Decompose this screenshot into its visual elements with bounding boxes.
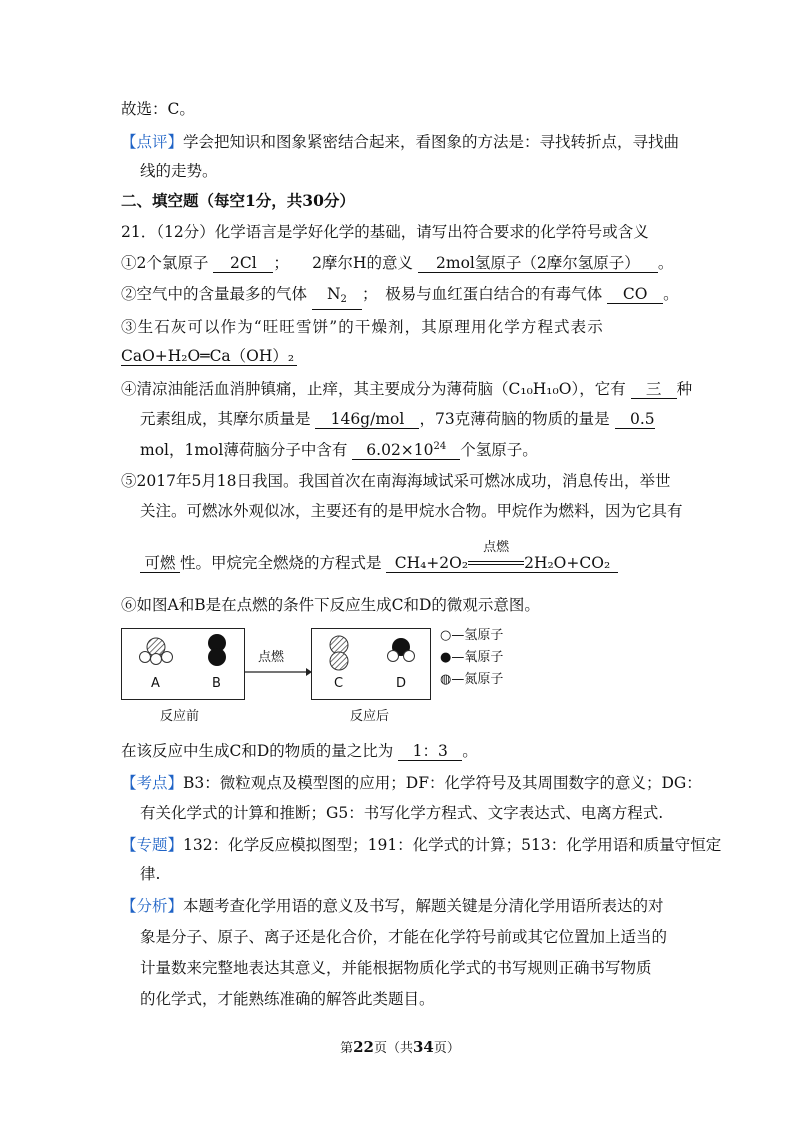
fenxi-tag: 【分析】	[121, 897, 184, 915]
legend-nitrogen: ◍—氮原子	[440, 672, 504, 687]
fenxi-line: 【分析】本题考查化学用语的意义及书写，解题关键是分清化学用语所表达的对	[121, 897, 664, 915]
before-caption: 反应前	[160, 709, 200, 724]
molecule-d	[388, 638, 415, 662]
section-title: 二、填空题（每空1分，共30分）	[121, 191, 355, 210]
fenxi-line-2: 象是分子、原子、离子还是化合价，才能在化学符号前或其它位置加上适当的	[140, 928, 668, 946]
answer-blank: CO	[607, 285, 663, 304]
answer-blank: 146g/mol	[315, 410, 419, 429]
q21-part2: ②空气中的含量最多的气体 $N_2$ ； 极易与血红蛋白结合的有毒气体 CO 。	[121, 283, 679, 310]
review-line-2: 线的走势。	[140, 162, 218, 180]
kaodian-line-2: 有关化学式的计算和推断；G5：书写化学方程式、文字表达式、电离方程式.	[140, 804, 664, 822]
answer-blank: $N_2$	[312, 285, 362, 310]
answer-blank: 可燃	[140, 554, 180, 573]
kaodian-line: 【考点】B3：微粒观点及模型图的应用；DF：化学符号及其周围数字的意义；DG：	[121, 774, 702, 792]
review-line: 【点评】学会把知识和图象紧密结合起来，看图象的方法是：寻找转折点，寻找曲	[121, 133, 680, 151]
answer-line: 故选：C。	[121, 100, 195, 118]
molecule-a	[140, 638, 173, 665]
fenxi-line-3: 计量数来完整地表达其意义，并能根据物质化学式的书写规则正确书写物质	[140, 959, 652, 977]
q21-part1: ①2个氯原子 2Cl ； 2摩尔H的意义 2mol氢原子（2摩尔氢原子） 。	[121, 254, 674, 272]
q21-part6: ⑥如图A和B是在点燃的条件下反应生成C和D的微观示意图。	[121, 596, 540, 614]
answer-blank: 1：3	[398, 742, 462, 761]
page-number: 22	[353, 1038, 374, 1056]
after-reaction-box	[311, 628, 431, 700]
zhuanti-line-2: 律.	[140, 865, 161, 883]
q21-intro: 21．（12分）化学语言是学好化学的基础，请写出符合要求的化学符号或含义	[121, 223, 649, 241]
label-d: D	[396, 676, 407, 691]
answer-blank: 0.5	[615, 410, 655, 429]
label-a: A	[151, 676, 160, 691]
q21-part4-line3: mol，1mol薄荷脑分子中含有 $6.02\times 10^{24}$ 个氢原子。	[140, 438, 538, 461]
label-c: C	[334, 676, 344, 691]
molecule-c	[330, 636, 348, 670]
label-b: B	[212, 676, 221, 691]
before-molecules	[122, 629, 244, 699]
answer-blank: 2Cl	[213, 254, 273, 273]
legend-hydrogen: ○—氢原子	[440, 628, 504, 643]
reaction-condition: 点燃	[468, 563, 524, 565]
legend-oxygen: ●—氧原子	[440, 650, 504, 665]
zhuanti-tag: 【专题】	[121, 836, 184, 854]
answer-blank: 2mol氢原子（2摩尔氢原子）	[418, 254, 658, 273]
answer-blank: 三	[631, 380, 677, 399]
equation-answer: CH₄+2O₂ 点燃 2H₂O+CO₂	[386, 554, 618, 573]
before-reaction-box	[121, 628, 245, 700]
q21-part6-question: 在该反应中生成C和D的物质的量之比为 1：3 。	[121, 742, 478, 760]
q21-part5-line2: 关注。可燃冰外观似冰，主要还有的是甲烷水合物。甲烷作为燃料，因为它具有	[140, 502, 683, 520]
after-molecules	[312, 629, 430, 699]
q21-part3: ③生石灰可以作为“旺旺雪饼”的干燥剂，其原理用化学方程式表示	[121, 318, 604, 336]
answer-blank: CaO+H₂O═Ca（OH）₂	[121, 347, 297, 366]
review-tag: 【点评】	[121, 133, 184, 151]
answer-blank: $6.02\times 10^{24}$	[352, 438, 460, 460]
q21-part4-line2: 元素组成，其摩尔质量是 146g/mol ，73克薄荷脑的物质的量是 0.5	[140, 410, 655, 428]
kaodian-tag: 【考点】	[121, 774, 184, 792]
page-footer: 第22页（共34页）	[340, 1038, 460, 1056]
after-caption: 反应后	[350, 709, 390, 724]
fenxi-line-4: 的化学式，才能熟练准确的解答此类题目。	[140, 990, 435, 1008]
q21-part4: ④清凉油能活血消肿镇痛，止痒，其主要成分为薄荷脑（C₁₀H₁₀O），它有 三 种	[121, 380, 693, 398]
q21-part5: ⑤2017年5月18日我国。我国首次在南海海域试采可燃冰成功，消息传出，举世	[121, 472, 671, 490]
q21-part3-answer	[121, 345, 297, 367]
page-total: 34	[413, 1038, 434, 1056]
q21-part5-line3: 可燃 性。甲烷完全燃烧的方程式是 CH₄+2O₂ 点燃 2H₂O+CO₂	[140, 552, 618, 574]
zhuanti-line: 【专题】132：化学反应模拟图型；191：化学式的计算；513：化学用语和质量守恒定	[121, 836, 722, 854]
diagram-legend	[440, 626, 503, 692]
molecule-b	[208, 634, 226, 666]
arrow-label: 点燃	[258, 650, 285, 665]
